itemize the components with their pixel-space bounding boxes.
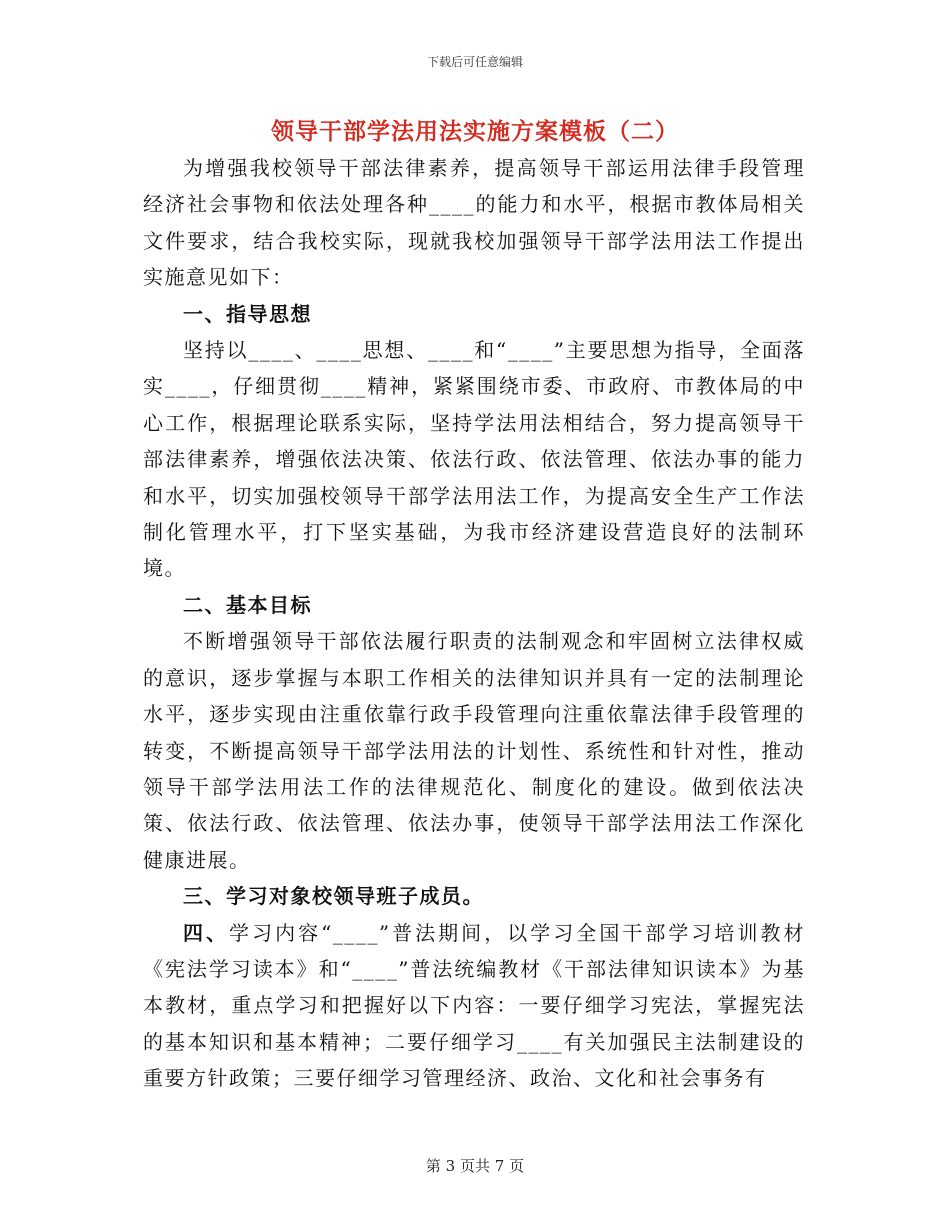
intro-paragraph: 为增强我校领导干部法律素养，提高领导干部运用法律手段管理经济社会事物和依法处理各种____的能力和水平，根据市教体局相关文件要求，结合我校实际，现就我校加强领导干部学法用法工作提出实施意见如下： bbox=[143, 156, 805, 290]
document-body bbox=[143, 150, 805, 1097]
basic-goals-paragraph: 不断增强领导干部依法履行职责的法制观念和牢固树立法律权威的意识，逐步掌握与本职工作相关的法律知识并具有一定的法制理论水平，逐步实现由注重依靠行政手段管理向注重依靠法律手段管理的转变，不断提高领导干部学法用法的计划性、系统性和针对性，推动领导干部学法用法工作的法律规范化、制度化的建设。做到依法决策、依法行政、依法管理、依法办事，使领导干部学法用法工作深化健康进展。 bbox=[143, 629, 805, 872]
document-title: 领导干部学法用法实施方案模板（二） bbox=[271, 118, 679, 145]
header-note: 下载后可任意编辑 bbox=[426, 55, 523, 69]
guiding-ideology-paragraph: 坚持以____、____思想、____和“____”主要思想为指导，全面落实____，仔细贯彻____精神，紧紧围绕市委、市政府、市教体局的中心工作，根据理论联系实际，坚持学法用法相结合，努力提高领导干部法律素养，增强依法决策、依法行政、依法管理、依法办事的能力和水平，切实加强校领导干部学法用法工作，为提高安全生产工作法制化管理水平，打下坚实基础，为我市经济建设营造良好的法制环境。 bbox=[143, 338, 805, 581]
section-heading-study-targets: 三、学习对象校领导班子成员。 bbox=[183, 884, 484, 909]
section-heading-basic-goals: 二、基本目标 bbox=[183, 592, 312, 617]
study-content-paragraph bbox=[143, 915, 805, 1097]
page-number: 第 3 页共 7 页 bbox=[425, 1157, 525, 1175]
section-lead-four: 四、 bbox=[183, 920, 230, 945]
section-heading-guiding-ideology: 一、指导思想 bbox=[183, 301, 312, 326]
study-content-text: 学习内容“____”普法期间，以学习全国干部学习培训教材《宪法学习读本》和“____”普法统编教材《干部法律知识读本》为基本教材，重点学习和把握好以下内容：一要仔细学习宪法，掌握宪法的基本知识和基本精神；二要仔细学习____有关加强民主法制建设的重要方针政策；三要仔细学习管理经济、政治、文化和社会事务有 bbox=[143, 920, 805, 1091]
